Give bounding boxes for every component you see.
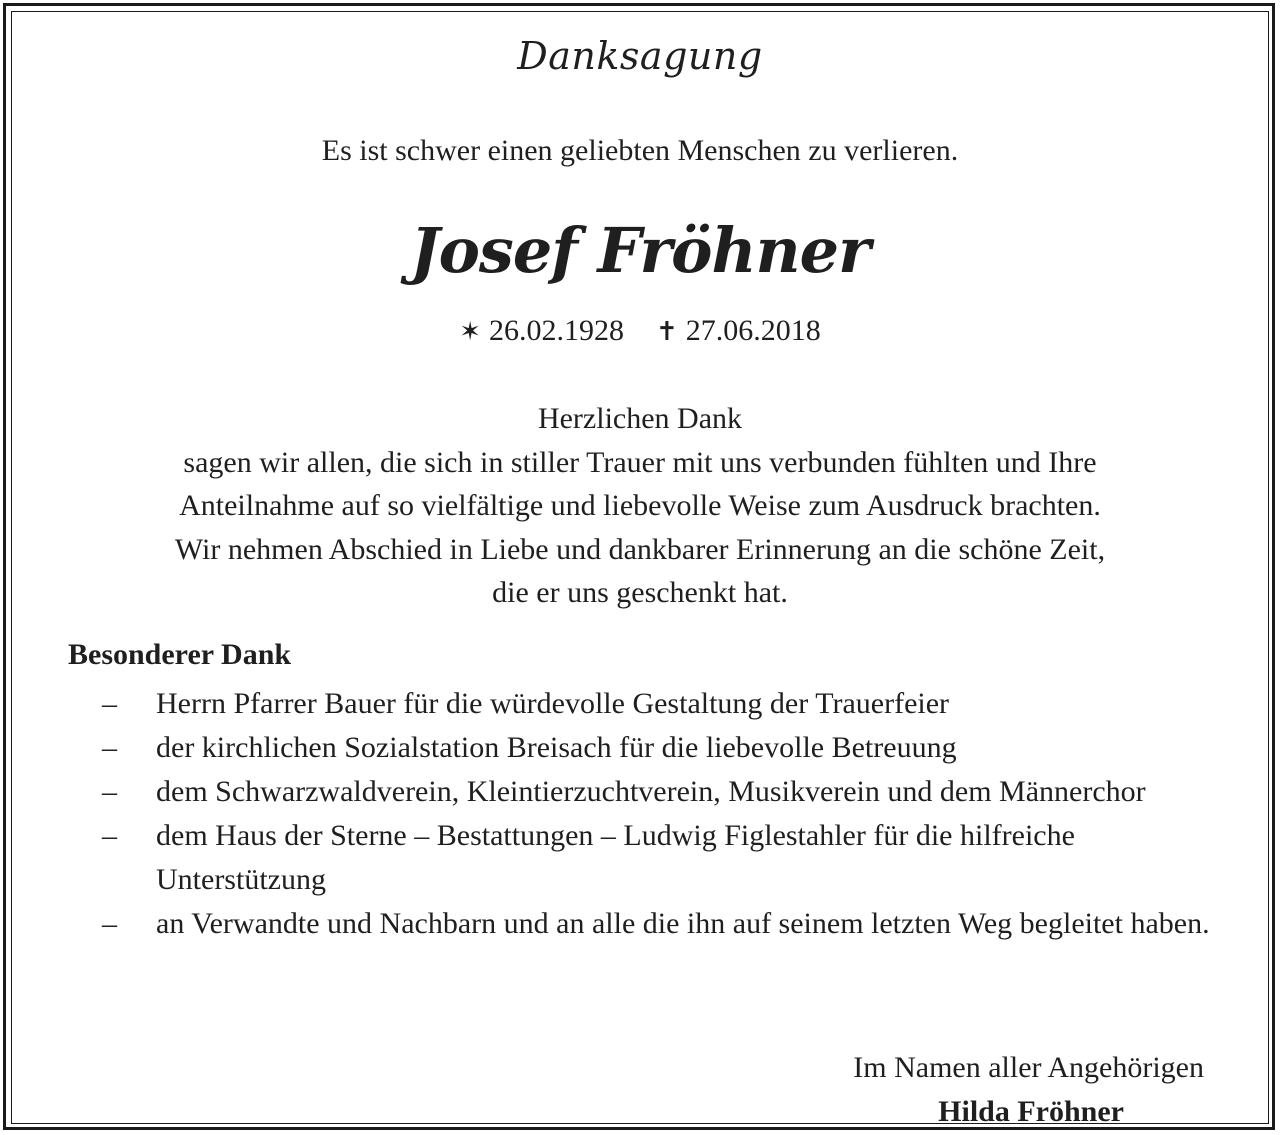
list-item xyxy=(68,814,1228,902)
birth-date: 26.02.1928 xyxy=(489,314,624,347)
list-item-text: der kirchlichen Sozialstation Breisach für die liebevolle Betreuung xyxy=(156,731,957,764)
thanks-paragraph xyxy=(12,397,1268,615)
thanks-line: sagen wir allen, die sich in stiller Trauer mit uns verbunden fühlten und Ihre xyxy=(183,445,1097,479)
obituary-notice xyxy=(12,12,1268,1128)
thanks-line: die er uns geschenkt hat. xyxy=(492,576,788,609)
dash-bullet: – xyxy=(102,687,117,720)
list-item xyxy=(68,770,1228,814)
list-item xyxy=(68,726,1228,770)
star-icon: ✶ xyxy=(459,317,481,347)
list-item-text: an Verwandte und Nachbarn und an alle die ihn auf seinem letzten Weg begleitet haben. xyxy=(156,907,1210,940)
notice-heading: Danksagung xyxy=(517,34,763,78)
death-date: 27.06.2018 xyxy=(685,314,821,347)
special-thanks-list xyxy=(68,682,1228,946)
list-item-text: dem Haus der Sterne – Bestattungen – Ludwig Figlestahler für die hilfreiche Unterstützung xyxy=(156,819,1075,896)
thanks-line: Wir nehmen Abschied in Liebe und dankbarer Erinnerung an die schöne Zeit, xyxy=(174,532,1106,566)
list-item-text: Herrn Pfarrer Bauer für die würdevolle Gestaltung der Trauerfeier xyxy=(156,687,950,720)
thanks-line: Herzlichen Dank xyxy=(537,402,743,435)
dash-bullet: – xyxy=(102,907,117,940)
deceased-name: Josef Fröhner xyxy=(410,214,870,287)
dash-bullet: – xyxy=(102,819,117,852)
special-thanks-title: Besonderer Dank xyxy=(68,638,292,671)
list-item-text: dem Schwarzwaldverein, Kleintierzuchtverein, Musikverein und dem Männerchor xyxy=(156,775,1146,808)
list-item xyxy=(68,902,1228,946)
cross-icon: ✝ xyxy=(656,317,678,347)
signature-name: Hilda Fröhner xyxy=(938,1095,1124,1128)
dash-bullet: – xyxy=(102,731,117,764)
list-item xyxy=(68,682,1228,726)
life-dates xyxy=(12,314,1268,348)
dash-bullet: – xyxy=(102,775,117,808)
notice-quote: Es ist schwer einen geliebten Menschen zu verlieren. xyxy=(321,134,959,167)
thanks-line: Anteilnahme auf so vielfältige und liebevolle Weise zum Ausdruck brachten. xyxy=(179,489,1101,522)
signature-line: Im Namen aller Angehörigen xyxy=(853,1051,1204,1084)
